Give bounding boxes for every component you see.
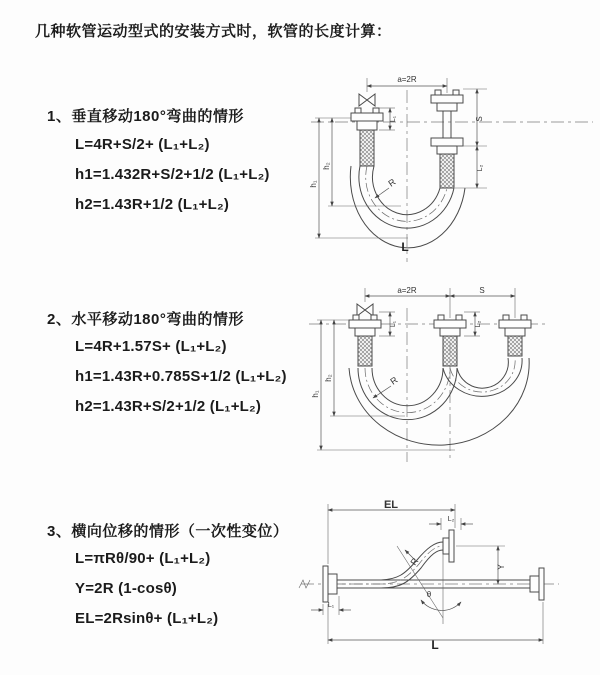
dim-label-l1: L₁ — [390, 115, 397, 123]
right-flange-assembly — [431, 90, 463, 188]
dim-label-s: S — [479, 286, 485, 295]
upper-right-flange — [443, 530, 454, 562]
dim-label-l1: L₁ — [390, 320, 397, 328]
dim-label-el: EL — [383, 499, 399, 511]
dim-label-h1: h₁ — [311, 390, 320, 398]
dim-label-s: S — [475, 116, 484, 122]
section2-heading: 2、水平移动180°弯曲的情形 — [47, 311, 244, 328]
dim-label-y: Y — [496, 563, 506, 571]
section1-formula-h1: h1=1.432R+S/2+1/2 (L₁+L₂) — [75, 166, 270, 183]
dim-label-l: L — [431, 638, 439, 650]
section2-formula-h2: h2=1.43R+S/2+1/2 (L₁+L₂) — [75, 398, 262, 415]
el-dimension — [328, 499, 455, 564]
radius-leader — [373, 374, 400, 398]
dim-label-r: R — [388, 374, 400, 387]
dim-label-a2r: a=2R — [397, 75, 417, 84]
diagram-lateral-displacement-svg — [293, 498, 600, 650]
left-dimensions — [311, 320, 455, 450]
section3-formula-EL: EL=2Rsinθ+ (L₁+L₂) — [75, 610, 219, 627]
section2-formula-h1: h1=1.43R+0.785S+1/2 (L₁+L₂) — [75, 368, 287, 385]
section3-heading: 3、横向位移的情形（一次性变位） — [47, 523, 289, 540]
l1-dimension — [311, 596, 351, 615]
diagram-horizontal-180-bend-svg — [305, 282, 600, 467]
diagram-horizontal-180-bend — [305, 282, 600, 467]
dim-label-l2: L₂ — [477, 164, 484, 172]
y-dimension — [456, 546, 506, 584]
dim-label-l1: L₁ — [327, 602, 335, 609]
section1-formula-h2: h2=1.43R+1/2 (L₁+L₂) — [75, 196, 230, 213]
valve-icon — [359, 94, 375, 106]
diagram-vertical-180-bend — [305, 66, 600, 266]
section1-formula-L: L=4R+S/2+ (L₁+L₂) — [75, 136, 210, 153]
diagram-lateral-displacement — [293, 498, 600, 650]
l2-dimension — [429, 516, 473, 530]
left-flange — [349, 315, 381, 366]
dim-label-h2: h₂ — [322, 162, 331, 170]
dim-label-l2: L₂ — [475, 320, 482, 328]
section3-formula-L: L=πRθ/90+ (L₁+L₂) — [75, 550, 211, 567]
right-flange — [530, 568, 544, 600]
dim-label-a2r: a=2R — [397, 286, 417, 295]
section2-formula-L: L=4R+1.57S+ (L₁+L₂) — [75, 338, 227, 355]
page-title: 几种软管运动型式的安装方式时，软管的长度计算： — [35, 23, 392, 40]
dim-label-theta: θ — [426, 590, 432, 599]
curved-hose — [337, 542, 443, 588]
section1-heading: 1、垂直移动180°弯曲的情形 — [47, 108, 244, 125]
middle-flange — [434, 315, 466, 366]
dim-label-r: R — [386, 176, 398, 189]
right-flange — [499, 315, 531, 356]
dim-label-h1: h₁ — [309, 180, 318, 188]
top-dimensions — [365, 286, 515, 318]
valve-icon — [357, 304, 373, 316]
radius-leader — [375, 176, 398, 198]
dim-label-h2: h₂ — [324, 374, 333, 382]
left-flange — [351, 108, 383, 166]
hose-arcs — [349, 358, 529, 445]
dim-label-r: R — [408, 556, 421, 568]
dim-label-l: L — [401, 240, 409, 254]
dim-label-l2: L₂ — [447, 516, 455, 523]
section3-formula-Y: Y=2R (1-cosθ) — [75, 580, 177, 597]
diagram-vertical-180-bend-svg — [305, 66, 600, 266]
left-flange — [323, 566, 337, 602]
l-dimension — [328, 602, 543, 650]
